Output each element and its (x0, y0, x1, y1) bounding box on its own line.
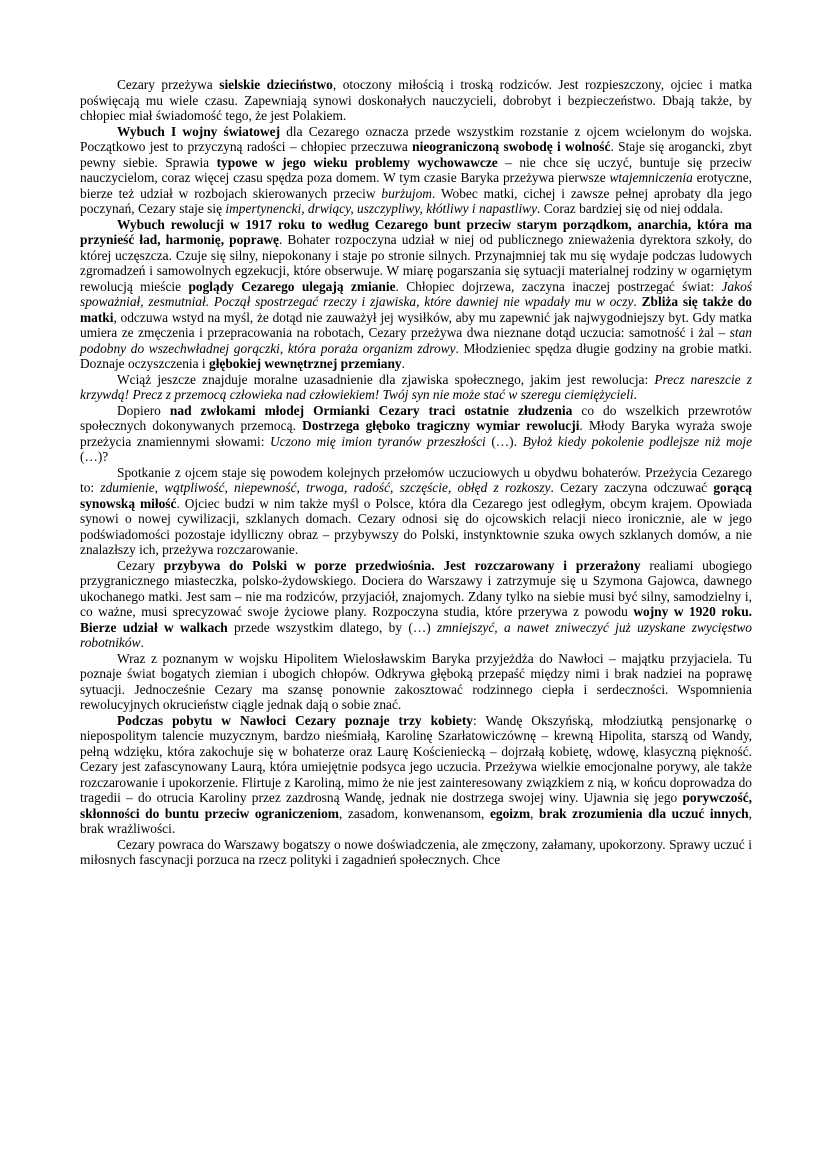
bold-text: egoizm (489, 805, 531, 821)
italic-text: wtajemniczenia (609, 170, 693, 185)
bold-text: gorącą synowską miłość (80, 480, 752, 511)
body-text: przede wszystkim dlatego, by (…) (227, 619, 438, 635)
body-text: . Młodzieniec spędza długie godziny na grobie matki. Doznaje oczyszczenia i (80, 340, 752, 371)
paragraph (80, 217, 752, 372)
italic-text: Byłoż kiedy pokolenie podlejsze niż moje (522, 433, 753, 449)
body-text: . Bohater rozpoczyna udział w niej od publicznego znieważenia dyrektora szkoły, do której uczęszcza. Czuje się silny, niepokonany i staje po stronie silnych. Przynajmniej tak mu się wydaje podczas ludowych zgromadzeń i samowolnych egzekucji, które obserwuje. W miarę pogarszania się sytuacji materialnej rodziny w ogarniętym rewolucją mieście (80, 232, 752, 294)
italic-text: zdumienie, wątpliwość, niepewność, trwoga, radość, szczęście, obłęd z rozkoszy (100, 480, 551, 495)
italic-text: Uczono mię imion tyranów przeszłości (270, 433, 486, 449)
body-text: Cezary (117, 557, 164, 573)
italic-text: burżujom (381, 185, 432, 201)
body-text: (…). (485, 433, 523, 449)
body-text: . Staje się arogancki, zbyt pewny siebie. Sprawia (80, 139, 752, 170)
bold-text: Zbliża się także do matki (80, 294, 752, 325)
body-text: . (401, 356, 405, 371)
body-text: . Młody Baryka wyraża swoje przeżycia znamiennymi słowami: (80, 418, 752, 449)
body-text: . Wobec matki, cichej i zawsze pełnej aprobaty dla jego poczynań, Cezary staje się (80, 185, 752, 216)
bold-text: Wybuch I wojny światowej (117, 123, 281, 139)
italic-text: impertynencki, drwiący, uszczypliwy, kłótliwy i napastliwy (225, 201, 538, 216)
body-text: . (140, 635, 144, 650)
bold-text: porywczość, skłonności do buntu przeciw ograniczeniom (80, 790, 752, 821)
body-text: . (633, 294, 642, 309)
bold-text: przybywa do Polski w porze przedwiośnia. Jest rozczarowany i przerażony (163, 557, 641, 573)
body-text: . Chłopiec dojrzewa, zaczyna inaczej postrzegać świat: (395, 278, 722, 294)
body-text: Cezary przeżywa (117, 77, 220, 92)
bold-text: brak zrozumienia dla uczuć innych (539, 805, 749, 821)
bold-text: poglądy Cezarego ulegają zmianie (188, 278, 396, 294)
bold-text: Wybuch rewolucji w 1917 roku to według Cezarego bunt przeciw starym porządkom, anarchia, która ma przynieść ład, harmonię, poprawę (80, 216, 752, 247)
body-text: . Coraz bardziej się od niej oddala. (537, 201, 723, 216)
body-text: : Wandę Okszyńską, młodziutką pensjonarkę o niepospolitym talencie muzycznym, bardzo nieśmiałą, Karolinę Szarłatowiczównę – krewną Hipolita, starszą od Wandy, pełną wdzięku, która zakochuje się w bohaterze oraz Laurę Kościeniecką – dojrzałą kobietę, wdowę, klasyczną piękność. Cezary jest zafascynowany Laurą, która umiejętnie podsyca jego uczucia. Przeżywa wielkie emocjonalne porywy, ale także rozczarowanie i upokorzenie. Flirtuje z Karoliną, mimo że nie jest zainteresowany związkiem z nią, w końcu doprowadza do tragedii – do otrucia Karoliny przez zazdrosną Wandę, jednak nie dostrzega swojej winy. Ujawnia się jego (80, 712, 752, 805)
body-text: co do wszelkich przewrotów społecznych dokonywanych przemocą. (80, 402, 752, 433)
italic-text: zmniejszyć, a nawet zniweczyć już uzyskane zwycięstwo robotników (80, 619, 752, 650)
body-text: . Cezary zaczyna odczuwać (550, 480, 714, 495)
body-text: (…)? (80, 449, 109, 464)
body-text: , (530, 805, 540, 821)
paragraph (80, 77, 752, 124)
paragraph (80, 651, 752, 713)
bold-text: Podczas pobytu w Nawłoci Cezary poznaje trzy kobiety (117, 712, 473, 728)
paragraph (80, 372, 752, 403)
paragraph (80, 124, 752, 217)
italic-text: Precz nareszcie z krzywdą! Precz z przemocą człowieka nad człowiekiem! Twój syn nie może stać w szeregu ciemiężycieli (80, 371, 752, 402)
bold-text: sielskie dzieciństwo (219, 77, 333, 92)
paragraph (80, 713, 752, 837)
paragraph (80, 465, 752, 558)
body-text: . Ojciec budzi w nim także myśl o Polsce, która dla Cezarego jest odległym, obcym krajem. Opowiada synowi o nowej cywilizacji, szklanych domach. Cezary odnosi się do ojcowskich relacji nieco ironicznie, ale w jego podświadomości pozostaje idylliczny obraz – przybywszy do Polski, instynktownie szuka owych szklanych domów, a nie znalazłszy ich, przeżywa rozczarowanie. (80, 495, 752, 557)
document-body (80, 77, 752, 868)
bold-text: nad zwłokami młodej Ormianki Cezary traci ostatnie złudzenia (169, 402, 573, 418)
body-text: , otoczony miłością i troską rodziców. Jest rozpieszczony, ojciec i matka poświęcają mu wiele czasu. Zapewniają synowi doskonałych nauczycieli, dobrobyt i bezpieczeństwo. Dbają także, by chłopiec miał świadomość tego, że jest Polakiem. (80, 77, 753, 123)
body-text: Dopiero (117, 402, 170, 418)
bold-text: Dostrzega głęboko tragiczny wymiar rewolucji (302, 418, 580, 433)
body-text: Wraz z poznanym w wojsku Hipolitem Wielosławskim Baryka przyjeżdża do Nawłoci – majątku przyjaciela. Tu poznaje świat bogatych ziemian i ubogich chłopów. Odkrywa głęboką przepaść między nimi i brak nadziei na poprawę sytuacji. Jednocześnie Cezary ma szansę ponownie zakosztować rodzinnego ciepła i serdeczności. Wspomnienia rewolucyjnych okrucieństw ciągle jednak dają o sobie znać. (80, 650, 752, 712)
italic-text: stan podobny do wszechwładnej gorączki, która poraża organizm zdrowy (80, 325, 752, 356)
body-text: , odczuwa wstyd na myśl, że dotąd nie zauważył jej wysiłków, aby mu zapewnić jak najwygodniejszy byt. Gdy matka umiera ze zmęczenia i przepracowania na robotach, Cezary przeżywa dwa nieznane dotąd uczucia: samotność i żal – (80, 309, 752, 340)
body-text: Wciąż jeszcze znajduje moralne uzasadnienie dla zjawiska społecznego, jakim jest rewolucja: (117, 371, 655, 387)
body-text: . (633, 387, 637, 402)
bold-text: typowe w jego wieku problemy wychowawcze (216, 154, 498, 170)
body-text: , brak wrażliwości. (80, 805, 752, 836)
bold-text: nieograniczoną swobodę i wolność (412, 139, 611, 154)
italic-text: Jakoś spoważniał, zesmutniał. Począł spostrzegać rzeczy i zjawiska, które dawniej nie wpadały mu w oczy (80, 278, 752, 309)
bold-text: wojny w 1920 roku. Bierze udział w walkach (80, 604, 752, 635)
body-text: Cezary powraca do Warszawy bogatszy o nowe doświadczenia, ale zmęczony, załamany, upokorzony. Sprawy uczuć i miłosnych fascynacji porzuca na rzecz polityki i zagadnień społecznych. Chce (80, 836, 752, 867)
paragraph (80, 558, 752, 651)
paragraph (80, 837, 752, 868)
paragraph (80, 403, 752, 465)
body-text: erotyczne, bierze też udział w rozbojach skierowanych przeciw (80, 170, 752, 201)
body-text: dla Cezarego oznacza przede wszystkim rozstanie z ojcem wcielonym do wojska. Początkowo jest to przyczyną radości – chłopiec przeczuwa (80, 123, 752, 154)
body-text: Spotkanie z ojcem staje się powodem kolejnych przełomów uczuciowych u obydwu bohaterów. Przeżycia Cezarego to: (80, 464, 752, 495)
bold-text: głębokiej wewnętrznej przemiany (209, 356, 402, 371)
body-text: realiami ubogiego przygranicznego miasteczka, polsko-żydowskiego. Dociera do Warszawy i zatrzymuje się u Szymona Gajowca, dawnego ukochanego matki. Jest sam – nie ma rodziców, przyjaciół, znajomych. Zdany tylko na siebie musi być silny, samodzielny i, co ważne, musi sprecyzować swoje życiowe plany. Rozpoczyna studia, które przerywa z powodu (80, 557, 752, 619)
body-text: – nie chce się uczyć, buntuje się przeciw nauczycielom, coraz więcej czasu spędza poza domem. W tym czasie Baryka przeżywa pierwsze (80, 154, 752, 185)
body-text: , zasadom, konwenansom, (338, 805, 490, 821)
